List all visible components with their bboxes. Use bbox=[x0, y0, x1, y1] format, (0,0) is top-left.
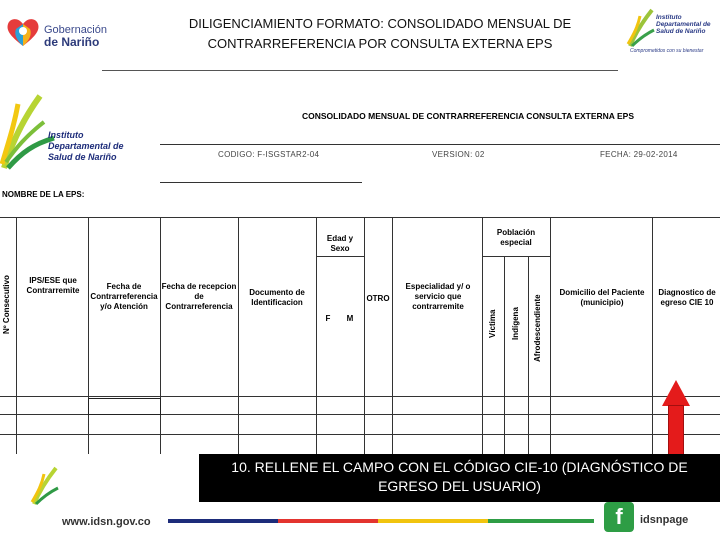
grid-vline bbox=[550, 217, 551, 454]
form-title: CONSOLIDADO MENSUAL DE CONTRARREFERENCIA CONSULTA EXTERNA EPS bbox=[302, 111, 634, 121]
grid-hline bbox=[0, 396, 720, 397]
wheat-logo-footer-icon bbox=[30, 466, 60, 506]
grid-vline bbox=[482, 217, 483, 454]
col-domicilio: Domicilio del Paciente (municipio) bbox=[559, 288, 645, 307]
idsn-logo-form-text: Instituto Departamental de Salud de Nariño bbox=[48, 130, 124, 162]
callout-line1: 10. RELLENE EL CAMPO CON EL CÓDIGO CIE-10 (DIAGNÓSTICO DE bbox=[231, 459, 688, 475]
grid-hline bbox=[482, 256, 550, 257]
form-input-cell[interactable] bbox=[88, 398, 161, 415]
col-fecha-recepcion: Fecha de recepcion de Contrarreferencia bbox=[161, 282, 237, 311]
form-sheet bbox=[0, 86, 720, 454]
wheat-logo-icon bbox=[626, 8, 656, 48]
idsn-logo-top-text: Instituto Departamental de Salud de Nariño bbox=[656, 14, 711, 35]
grid-vline bbox=[392, 217, 393, 454]
eps-name-label: NOMBRE DE LA EPS: bbox=[2, 190, 85, 199]
grid-vline bbox=[88, 217, 89, 454]
footer-website-link[interactable]: www.idsn.gov.co bbox=[62, 516, 151, 528]
facebook-icon[interactable]: f bbox=[604, 502, 634, 532]
grid-vline bbox=[652, 217, 653, 454]
idsn-logo-form bbox=[0, 92, 140, 168]
col-victima: Víctima bbox=[488, 309, 497, 338]
col-fecha-atencion: Fecha de Contrarreferencia y/o Atención bbox=[90, 282, 158, 311]
idsn-logo-tagline: Comprometidos con su bienestar bbox=[630, 48, 704, 54]
meta-bottom-line bbox=[160, 182, 362, 183]
col-documento: Documento de Identificacion bbox=[249, 288, 305, 307]
grid-hline bbox=[0, 434, 720, 435]
grid-vline bbox=[364, 217, 365, 454]
grid-vline bbox=[528, 256, 529, 454]
grid-vline bbox=[238, 217, 239, 454]
gob-logo-text bbox=[44, 24, 107, 48]
meta-top-line bbox=[160, 144, 720, 145]
form-fecha: FECHA: 29-02-2014 bbox=[600, 150, 678, 159]
col-otro: OTRO bbox=[366, 294, 390, 303]
eps-line bbox=[0, 217, 720, 218]
col-indigena: Indígena bbox=[511, 307, 520, 340]
title-line1: DILIGENCIAMIENTO FORMATO: CONSOLIDADO MENSUAL DE bbox=[188, 16, 572, 31]
col-afrodescendiente: Afrodescendiente bbox=[533, 294, 542, 362]
page-title bbox=[150, 14, 610, 54]
gobernacion-logo bbox=[6, 14, 116, 54]
col-edad-sexo: Edad y Sexo bbox=[326, 234, 354, 253]
col-diagnostico: Diagnostico de egreso CIE 10 bbox=[658, 288, 716, 307]
gob-logo-line1: Gobernación bbox=[44, 24, 107, 36]
col-consecutivo: Nº Consecutivo bbox=[2, 275, 11, 334]
form-codigo: CODIGO: F-ISGSTAR2-04 bbox=[218, 150, 320, 159]
form-version: VERSION: 02 bbox=[432, 150, 485, 159]
grid-vline bbox=[16, 217, 17, 454]
arrow-up-icon bbox=[662, 380, 690, 406]
grid-vline bbox=[504, 256, 505, 454]
title-divider bbox=[102, 70, 618, 71]
grid-vline bbox=[160, 217, 161, 454]
arrow-shaft bbox=[668, 405, 684, 457]
col-ips: IPS/ESE que Contrarremite bbox=[26, 276, 80, 295]
callout-line2: EGRESO DEL USUARIO) bbox=[378, 478, 541, 494]
col-sexo-f: F bbox=[325, 314, 331, 323]
col-poblacion-especial: Población especial bbox=[496, 228, 536, 247]
footer-color-bar bbox=[168, 519, 594, 523]
idsn-logo-top bbox=[626, 8, 716, 58]
heart-logo-icon bbox=[6, 16, 40, 48]
title-line2: CONTRARREFERENCIA POR CONSULTA EXTERNA EPS bbox=[207, 36, 553, 51]
grid-vline bbox=[316, 217, 317, 454]
gob-logo-line2: de Nariño bbox=[44, 35, 100, 49]
col-sexo-m: M bbox=[346, 314, 354, 323]
grid-hline bbox=[316, 256, 364, 257]
facebook-handle-link[interactable]: idsnpage bbox=[640, 514, 689, 526]
instruction-callout bbox=[199, 454, 720, 502]
col-especialidad: Especialidad y/ o servicio que contrarremite bbox=[405, 282, 471, 311]
